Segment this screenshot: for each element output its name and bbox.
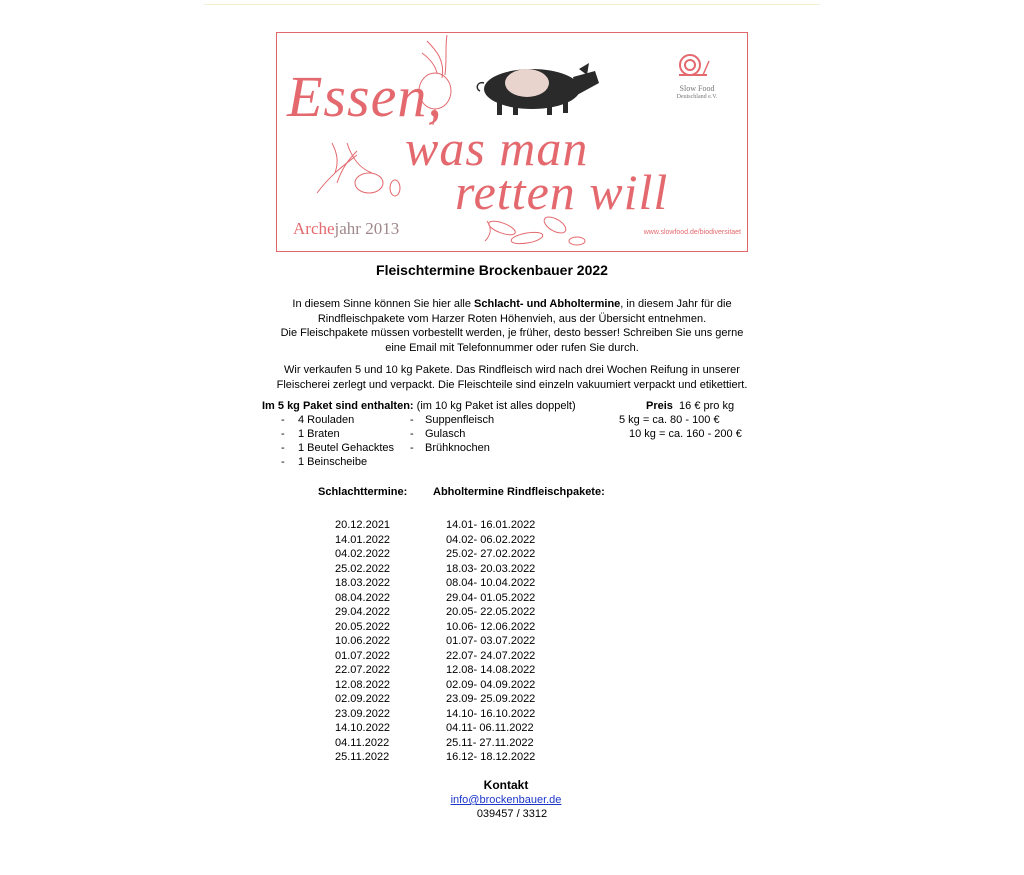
slaughter-date: 04.11.2022 [335, 736, 390, 749]
slaughter-date: 25.02.2022 [335, 562, 391, 575]
pickup-date-range: 10.06- 12.06.2022 [446, 620, 536, 633]
list-dash: - [410, 414, 414, 426]
list-item: 1 Beinscheibe [298, 456, 368, 468]
banner-line-2: was man [405, 120, 589, 176]
list-dash: - [281, 414, 285, 426]
pickup-date-range: 16.12- 18.12.2022 [446, 751, 536, 763]
pickup-date-range: 01.07- 03.07.2022 [446, 635, 536, 647]
pickup-date-range: 29.04- 01.05.2022 [446, 591, 536, 604]
contact-phone: 039457 / 3312 [476, 808, 548, 820]
slaughter-date: 14.10.2022 [335, 722, 391, 734]
banner-line-1: Essen, [287, 64, 443, 129]
slaughter-date: 10.06.2022 [335, 635, 391, 647]
pickup-date-range: 14.01- 16.01.2022 [446, 519, 536, 531]
price-10kg: 10 kg = ca. 160 - 200 € [629, 428, 742, 440]
slow-food-logo-text: Slow Food Deutschland e.V. [676, 84, 718, 100]
pickup-date-range: 02.09- 04.09.2022 [446, 678, 536, 691]
top-divider [204, 4, 820, 5]
pig-icon [477, 63, 599, 115]
pickup-date-range: 14.10- 16.10.2022 [446, 707, 536, 720]
slaughter-date: 04.02.2022 [335, 548, 391, 560]
pickup-date-range: 04.11- 06.11.2022 [446, 722, 534, 734]
pickup-date-range: 25.11- 27.11.2022 [446, 736, 534, 749]
pickup-date-range: 04.02- 06.02.2022 [446, 533, 536, 546]
contents-heading: Im 5 kg Paket sind enthalten: (im 10 kg Paket ist alles doppelt) [262, 400, 576, 412]
pickup-date-range: 12.08- 14.08.2022 [446, 664, 536, 676]
slaughter-date: 14.01.2022 [335, 533, 391, 546]
list-item: 1 Braten [298, 428, 340, 440]
list-dash: - [281, 428, 285, 440]
slaughter-date: 08.04.2022 [335, 591, 391, 604]
banner-image [276, 32, 748, 252]
contact-email-link[interactable]: info@brockenbauer.de [450, 794, 562, 806]
slaughter-dates-header: Schlachttermine: [318, 486, 408, 498]
list-item: 4 Rouladen [298, 414, 355, 426]
slaughter-date: 23.09.2022 [335, 707, 391, 720]
slaughter-date: 22.07.2022 [335, 664, 391, 676]
list-dash: - [410, 442, 414, 454]
price-5kg: 5 kg = ca. 80 - 100 € [619, 414, 720, 426]
pickup-date-range: 22.07- 24.07.2022 [446, 649, 536, 662]
slaughter-date: 02.09.2022 [335, 693, 391, 705]
info-paragraph: Wir verkaufen 5 und 10 kg Pakete. Das Rindfleisch wird nach drei Wochen Reifung in unserer Fleischerei zerlegt und verpackt. Die Fleischteile sind einzeln vakuumiert verpackt und etikettiert. [276, 364, 748, 391]
slaughter-date: 29.04.2022 [335, 606, 391, 618]
intro-paragraph: In diesem Sinne können Sie hier alle Schlacht- und Abholtermine, in diesem Jahr für die Rindfleischpakete vom Harzer Roten Höhenvieh, aus der Übersicht entnehmen. Die Fleischpakete müssen vorbestellt werden, je früher, desto besser! Schreiben Sie uns gerne eine Email mit Telefonnummer oder rufen Sie durch. [280, 298, 744, 354]
list-dash: - [281, 442, 285, 454]
list-dash: - [281, 456, 285, 468]
pickup-dates-header: Abholtermine Rindfleischpakete: [433, 486, 605, 498]
list-item: 1 Beutel Gehacktes [298, 442, 395, 454]
banner-archejahr: Archejahr 2013 [293, 219, 400, 238]
banner-line-3: retten will [455, 164, 669, 220]
list-item: Gulasch [425, 428, 466, 440]
slaughter-date: 01.07.2022 [335, 649, 391, 662]
slaughter-date: 12.08.2022 [335, 678, 391, 691]
pickup-date-range: 08.04- 10.04.2022 [446, 577, 536, 589]
slaughter-date: 18.03.2022 [335, 577, 391, 589]
page-title: Fleischtermine Brockenbauer 2022 [376, 262, 608, 278]
banner-url: www.slowfood.de/biodiversitaet [643, 229, 741, 236]
pickup-date-range: 23.09- 25.09.2022 [446, 693, 536, 705]
list-item: Suppenfleisch [425, 414, 495, 426]
list-item: Brühknochen [425, 442, 490, 454]
slaughter-date: 20.05.2022 [335, 620, 391, 633]
list-dash: - [410, 428, 414, 440]
slaughter-date: 25.11.2022 [335, 751, 390, 763]
price-heading: Preis 16 € pro kg [646, 400, 735, 412]
pickup-date-range: 18.03- 20.03.2022 [446, 562, 536, 575]
pickup-date-range: 25.02- 27.02.2022 [446, 548, 536, 560]
slaughter-date: 20.12.2021 [335, 519, 391, 531]
slow-food-snail-icon [679, 55, 709, 75]
contact-heading: Kontakt [483, 778, 529, 792]
pickup-date-range: 20.05- 22.05.2022 [446, 606, 536, 618]
